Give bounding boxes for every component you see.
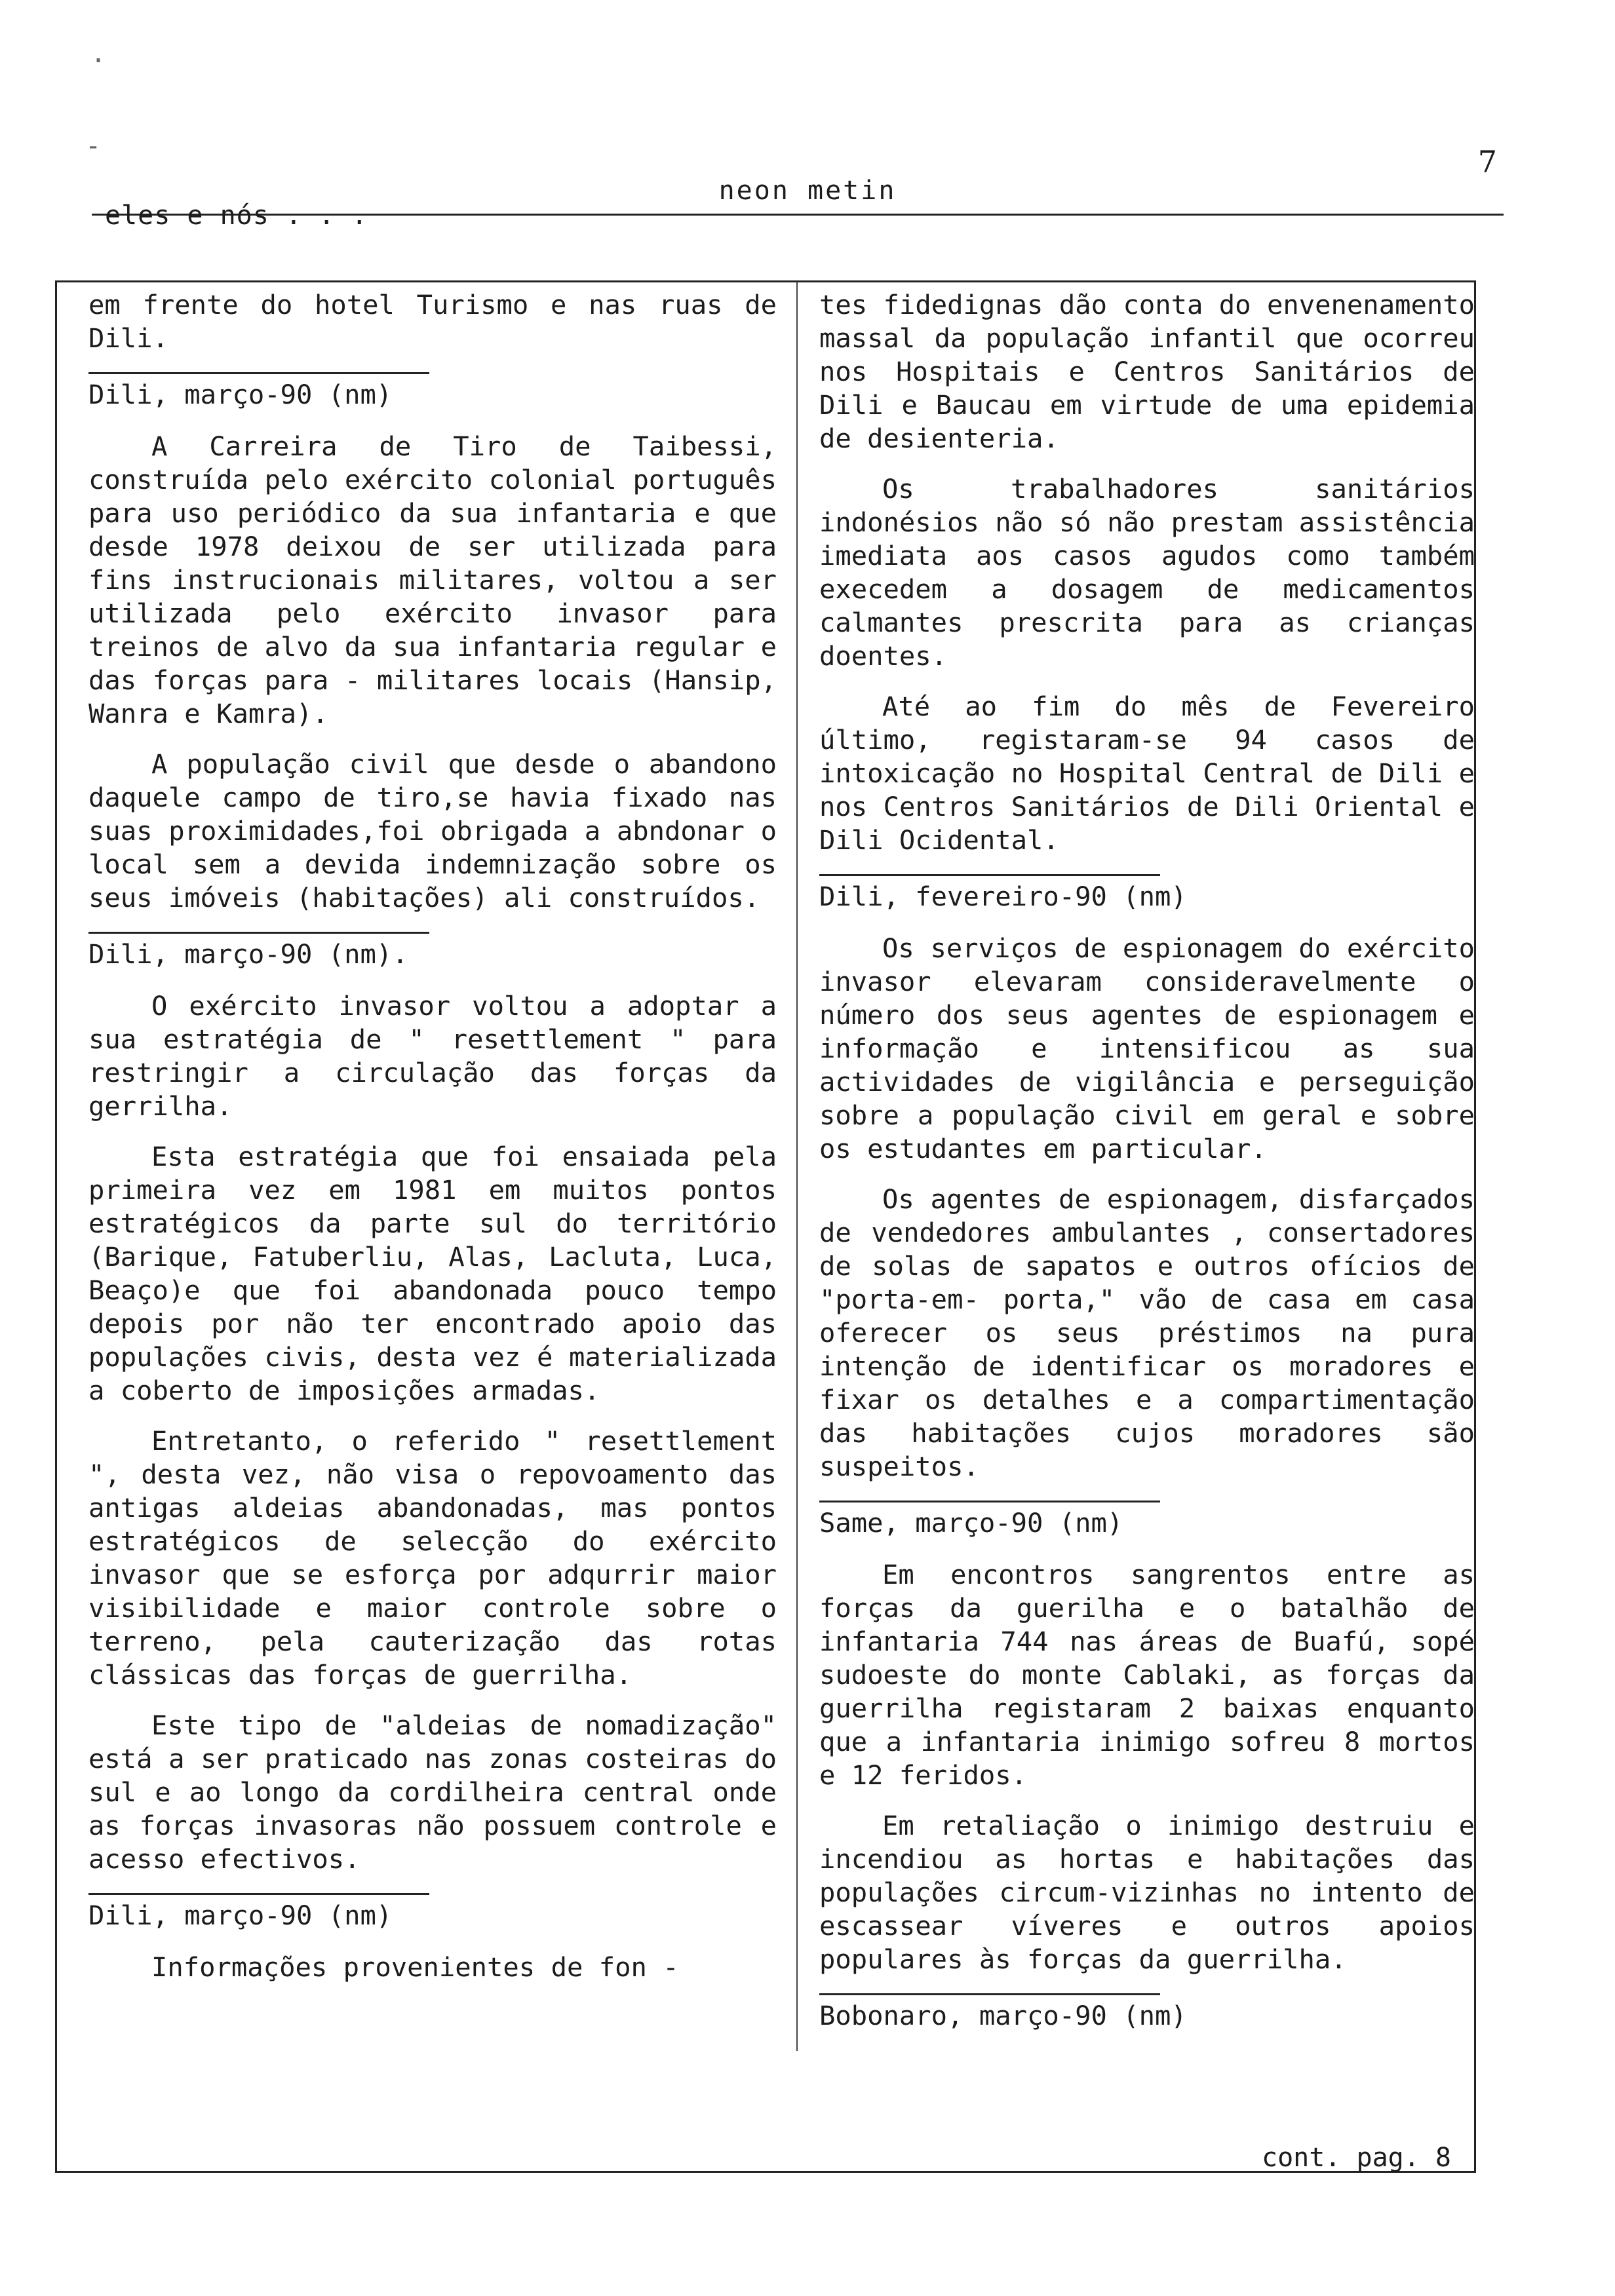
paragraph: Até ao fim do mês de Fevereiro último, registaram-se 94 casos de intoxicação no Hospital Central de Dili e nos Centros Sanitários de Dili Oriental e Dili Ocidental. <box>819 691 1475 856</box>
paragraph: Os agentes de espionagem, disfarçados de vendedores ambulantes , consertadores de solas de sapatos e outros ofícios de "porta-em- porta," vão de casa em casa oferecer os seus préstimos na pura intenção de identificar os moradores e fixar os detalhes e a compartimentação das habitações cujos moradores são suspeitos. <box>819 1183 1475 1482</box>
paragraph: Entretanto, o referido " resettlement ", desta vez, não visa o repovoamento das antigas aldeias abandonadas, mas pontos estratégicos de selecção do exército invasor que se esforça por adqurrir maior visibilidade e maior controle sobre o terreno, pela cauterização das rotas clássicas das forças de guerrilha. <box>88 1425 777 1691</box>
section-rule <box>819 874 1160 876</box>
paragraph: Este tipo de "aldeias de nomadização" está a ser praticado nas zonas costeiras do sul e ao longo da cordilheira central onde as forças invasoras não possuem controle e acesso efectivos. <box>88 1710 777 1875</box>
section-rule <box>819 1993 1160 1995</box>
continuation-note: cont. pag. 8 <box>1262 2143 1451 2173</box>
dateline: Same, março-90 (nm) <box>819 1507 1123 1539</box>
dateline: Dili, março-90 (nm) <box>88 1900 393 1931</box>
margin-dash: - <box>85 131 102 161</box>
column-divider <box>796 282 798 2051</box>
paragraph: Em encontros sangrentos entre as forças da guerilha e o batalhão de infantaria 744 nas áreas de Buafú, sopé sudoeste do monte Cablaki, as forças da guerrilha registaram 2 baixas enquanto que a infantaria inimigo sofreu 8 mortos e 12 feridos. <box>819 1559 1475 1791</box>
paragraph: Os trabalhadores sanitários indonésios não só não prestam assistência imediata aos casos agudos como também execedem a dosagem de medicamentos calmantes prescrita para as crianças doentes. <box>819 473 1475 672</box>
publication-title: neon metin <box>718 176 897 206</box>
section-rule <box>88 932 429 934</box>
section-rule <box>88 1893 429 1895</box>
dateline: Dili, março-90 (nm). <box>88 938 408 970</box>
paragraph: em frente do hotel Turismo e nas ruas de Dili. <box>88 289 777 354</box>
paragraph: A população civil que desde o abandono daquele campo de tiro,se havia fixado nas suas proximidades,foi obrigada a abndonar o local sem a devida indemnização sobre os seus imóveis (habitações) ali construídos. <box>88 748 777 913</box>
left-column <box>88 288 777 2162</box>
section-heading: eles e nós . . . <box>105 201 368 231</box>
paragraph: Informações provenientes de fon - <box>151 1951 679 1983</box>
paragraph: Os serviços de espionagem do exército invasor elevaram consideravelmente o número dos seus agentes de espionagem e informação e intensificou as sua actividades de vigilância e perseguição sobre a população civil em geral e sobre os estudantes em particular. <box>819 932 1475 1164</box>
paragraph: Em retaliação o inimigo destruiu e incendiou as hortas e habitações das populações circum-vizinhas no intento de escassear víveres e outros apoios populares às forças da guerrilha. <box>819 1810 1475 1975</box>
section-rule <box>88 372 429 374</box>
section-rule <box>819 1501 1160 1502</box>
margin-dot: · <box>90 46 107 76</box>
page-number: 7 <box>1477 144 1497 180</box>
paragraph: tes fidedignas dão conta do envenenamento massal da população infantil que ocorreu nos Hospitais e Centros Sanitários de Dili e Baucau em virtude de uma epidemia de desienteria. <box>819 289 1475 454</box>
paragraph: A Carreira de Tiro de Taibessi, construída pelo exército colonial português para uso periódico da sua infantaria e que desde 1978 deixou de ser utilizada para fins instrucionais militares, voltou a ser utilizada pelo exército invasor para treinos de alvo da sua infantaria regular e das forças para - militares locais (Hansip, Wanra e Kamra). <box>88 430 777 729</box>
dateline: Bobonaro, março-90 (nm) <box>819 2000 1187 2031</box>
right-column <box>819 288 1475 2162</box>
paragraph: O exército invasor voltou a adoptar a sua estratégia de " resettlement " para restringir a circulação das forças da gerrilha. <box>88 990 777 1122</box>
paragraph: Esta estratégia que foi ensaiada pela primeira vez em 1981 em muitos pontos estratégicos da parte sul do território (Barique, Fatuberliu, Alas, Lacluta, Luca, Beaço)e que foi abandonada pouco tempo depois por não ter encontrado apoio das populações civis, desta vez é materializada a coberto de imposições armadas. <box>88 1141 777 1406</box>
dateline: Dili, fevereiro-90 (nm) <box>819 881 1187 912</box>
dateline: Dili, março-90 (nm) <box>88 379 393 410</box>
